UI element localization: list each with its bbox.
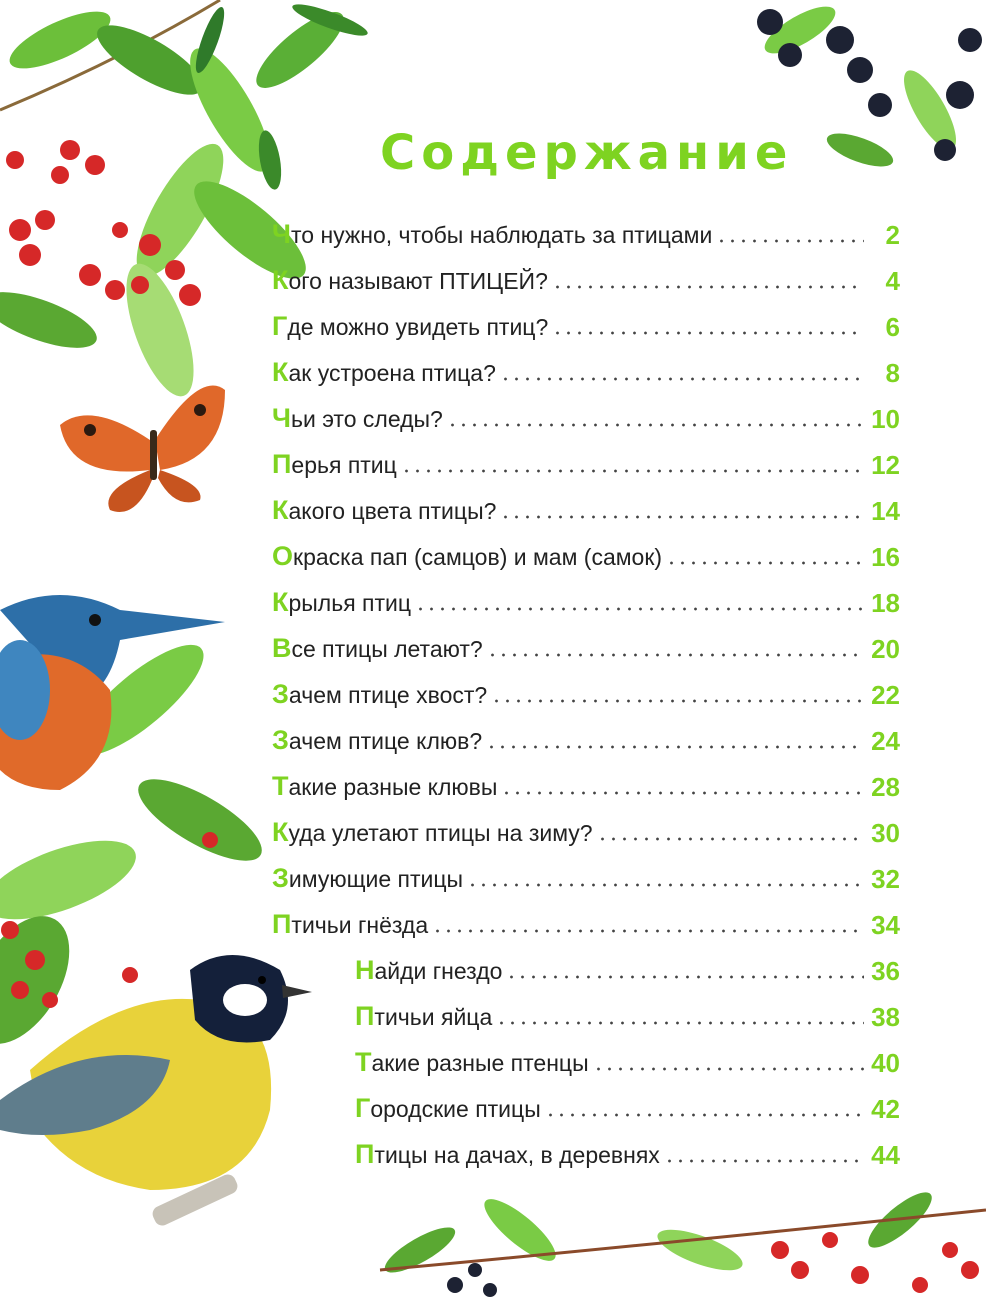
- toc-entry-text: тичьи яйца: [374, 1004, 493, 1030]
- toc-page-number: 6: [885, 312, 900, 342]
- toc-page-number: 40: [871, 1048, 900, 1078]
- toc-entry-title: [272, 357, 496, 388]
- toc-entry-text: ачем птице хвост?: [288, 682, 488, 708]
- dot-leader: [487, 653, 864, 657]
- dot-leader: [500, 515, 864, 519]
- dot-leader: [467, 883, 864, 887]
- dot-leader: [486, 745, 864, 749]
- toc-entry-text: тичьи гнёзда: [291, 912, 429, 938]
- toc-entry-title: [355, 1093, 541, 1124]
- toc-entry-title: [272, 541, 662, 572]
- toc-entry-title: [272, 633, 483, 664]
- dot-leader: [666, 561, 864, 565]
- toc-page-number: 42: [871, 1094, 900, 1124]
- toc-entry-text: ерья птиц: [291, 452, 397, 478]
- toc-entry-initial: П: [355, 1139, 375, 1169]
- toc-entry-initial: К: [272, 495, 289, 525]
- dot-leader: [496, 1021, 864, 1025]
- toc-entry-title: [355, 1139, 660, 1170]
- toc-entry-text: ачем птице клюв?: [288, 728, 483, 754]
- toc-entry-text: де можно увидеть птиц?: [287, 314, 549, 340]
- toc-entry[interactable]: [272, 350, 900, 388]
- page-title: Содержание: [380, 125, 794, 181]
- toc-entry-initial: З: [272, 679, 289, 709]
- toc-entry-title: [272, 909, 428, 940]
- toc-entry-title: [272, 495, 496, 526]
- toc-page-number: 8: [885, 358, 900, 388]
- toc-entry-initial: В: [272, 633, 292, 663]
- toc-entry[interactable]: [272, 810, 900, 848]
- toc-page-number: 14: [871, 496, 900, 526]
- toc-page-number: 30: [871, 818, 900, 848]
- dot-leader: [593, 1067, 864, 1071]
- toc-entry-title: [272, 219, 712, 250]
- toc-entry-title: [272, 817, 593, 848]
- toc-entry-text: ьи это следы?: [290, 406, 443, 432]
- toc-entry-title: [272, 587, 411, 618]
- toc-entry[interactable]: [272, 764, 900, 802]
- dot-leader: [500, 377, 864, 381]
- toc-entry-title: [272, 725, 482, 756]
- toc-entry-initial: П: [355, 1001, 375, 1031]
- toc-page-number: 38: [871, 1002, 900, 1032]
- toc-entry-text: акие разные клювы: [288, 774, 498, 800]
- toc-entry[interactable]: [355, 1086, 900, 1124]
- toc-page-number: 12: [871, 450, 900, 480]
- toc-entry[interactable]: [272, 718, 900, 756]
- toc-entry-title: [272, 863, 463, 894]
- toc-page-number: 18: [871, 588, 900, 618]
- toc-entry-title: [272, 449, 397, 480]
- toc-entry-text: айди гнездо: [374, 958, 503, 984]
- dot-leader: [597, 837, 864, 841]
- toc-entry-text: рылья птиц: [288, 590, 412, 616]
- toc-page-number: 32: [871, 864, 900, 894]
- toc-entry[interactable]: [272, 580, 900, 618]
- toc-entry-text: ак устроена птица?: [288, 360, 496, 386]
- toc-entry-title: [355, 955, 502, 986]
- toc-entry-title: [355, 1047, 589, 1078]
- toc-entry-initial: З: [272, 725, 289, 755]
- toc-entry[interactable]: [272, 534, 900, 572]
- toc-entry-text: акого цвета птицы?: [288, 498, 497, 524]
- toc-entry-title: [272, 265, 548, 296]
- toc-entry-initial: О: [272, 541, 294, 571]
- toc-entry-title: [272, 771, 497, 802]
- dot-leader: [545, 1113, 864, 1117]
- dot-leader: [432, 929, 864, 933]
- toc-entry-initial: К: [272, 587, 289, 617]
- toc-entry-title: [272, 679, 487, 710]
- toc-entry-initial: Г: [355, 1093, 371, 1123]
- toc-entry-initial: Ч: [272, 403, 291, 433]
- dot-leader: [447, 423, 864, 427]
- toc-page-number: 10: [871, 404, 900, 434]
- toc-entry[interactable]: [355, 994, 900, 1032]
- dot-leader: [491, 699, 864, 703]
- toc-entry-text: то нужно, чтобы наблюдать за птицами: [290, 222, 713, 248]
- toc-entry-text: се птицы летают?: [291, 636, 483, 662]
- toc-page-number: 20: [871, 634, 900, 664]
- toc-entry-text: уда улетают птицы на зиму?: [288, 820, 593, 846]
- toc-entry-initial: К: [272, 357, 289, 387]
- toc-entry[interactable]: [272, 672, 900, 710]
- dot-leader: [506, 975, 864, 979]
- toc-entry-initial: Т: [272, 771, 289, 801]
- toc-entry-text: ого называют ПТИЦЕЙ?: [288, 268, 548, 294]
- dot-leader: [501, 791, 864, 795]
- toc-entry-initial: Н: [355, 955, 375, 985]
- dot-leader: [552, 285, 864, 289]
- toc-entry-initial: Т: [355, 1047, 372, 1077]
- toc-page-number: 24: [871, 726, 900, 756]
- toc-entry[interactable]: [272, 212, 900, 250]
- dot-leader: [415, 607, 864, 611]
- toc-entry-text: краска пап (самцов) и мам (самок): [293, 544, 663, 570]
- toc-entry-initial: З: [272, 863, 289, 893]
- toc-page-number: 34: [871, 910, 900, 940]
- dot-leader: [552, 331, 864, 335]
- toc-entry-text: ородские птицы: [370, 1096, 541, 1122]
- toc-entry-initial: К: [272, 265, 289, 295]
- toc-entry[interactable]: [355, 1132, 900, 1170]
- toc-entry[interactable]: [272, 488, 900, 526]
- toc-entry-title: [272, 403, 443, 434]
- toc-entry[interactable]: [272, 856, 900, 894]
- toc-page-number: 4: [885, 266, 900, 296]
- dot-leader: [401, 469, 864, 473]
- toc-entry[interactable]: [355, 948, 900, 986]
- toc-entry-title: [272, 311, 548, 342]
- toc-entry-initial: Г: [272, 311, 288, 341]
- toc-entry-text: акие разные птенцы: [371, 1050, 589, 1076]
- dot-leader: [716, 239, 864, 243]
- toc-entry[interactable]: [272, 626, 900, 664]
- toc-entry-initial: К: [272, 817, 289, 847]
- toc-page-number: 22: [871, 680, 900, 710]
- toc-page-number: 28: [871, 772, 900, 802]
- toc-entry[interactable]: [272, 304, 900, 342]
- toc-entry-initial: Ч: [272, 219, 291, 249]
- toc-entry[interactable]: [272, 396, 900, 434]
- toc-entry-title: [355, 1001, 492, 1032]
- toc-entry-initial: П: [272, 449, 292, 479]
- toc-page-number: 44: [871, 1140, 900, 1170]
- dot-leader: [664, 1159, 864, 1163]
- toc-page-number: 2: [885, 220, 900, 250]
- toc-page-number: 36: [871, 956, 900, 986]
- toc-entry-text: имующие птицы: [288, 866, 464, 892]
- toc-entry-text: тицы на дачах, в деревнях: [374, 1142, 660, 1168]
- toc-entry[interactable]: [355, 1040, 900, 1078]
- toc-entry[interactable]: [272, 902, 900, 940]
- toc-entry[interactable]: [272, 258, 900, 296]
- toc-page-number: 16: [871, 542, 900, 572]
- toc-entry[interactable]: [272, 442, 900, 480]
- toc-entry-initial: П: [272, 909, 292, 939]
